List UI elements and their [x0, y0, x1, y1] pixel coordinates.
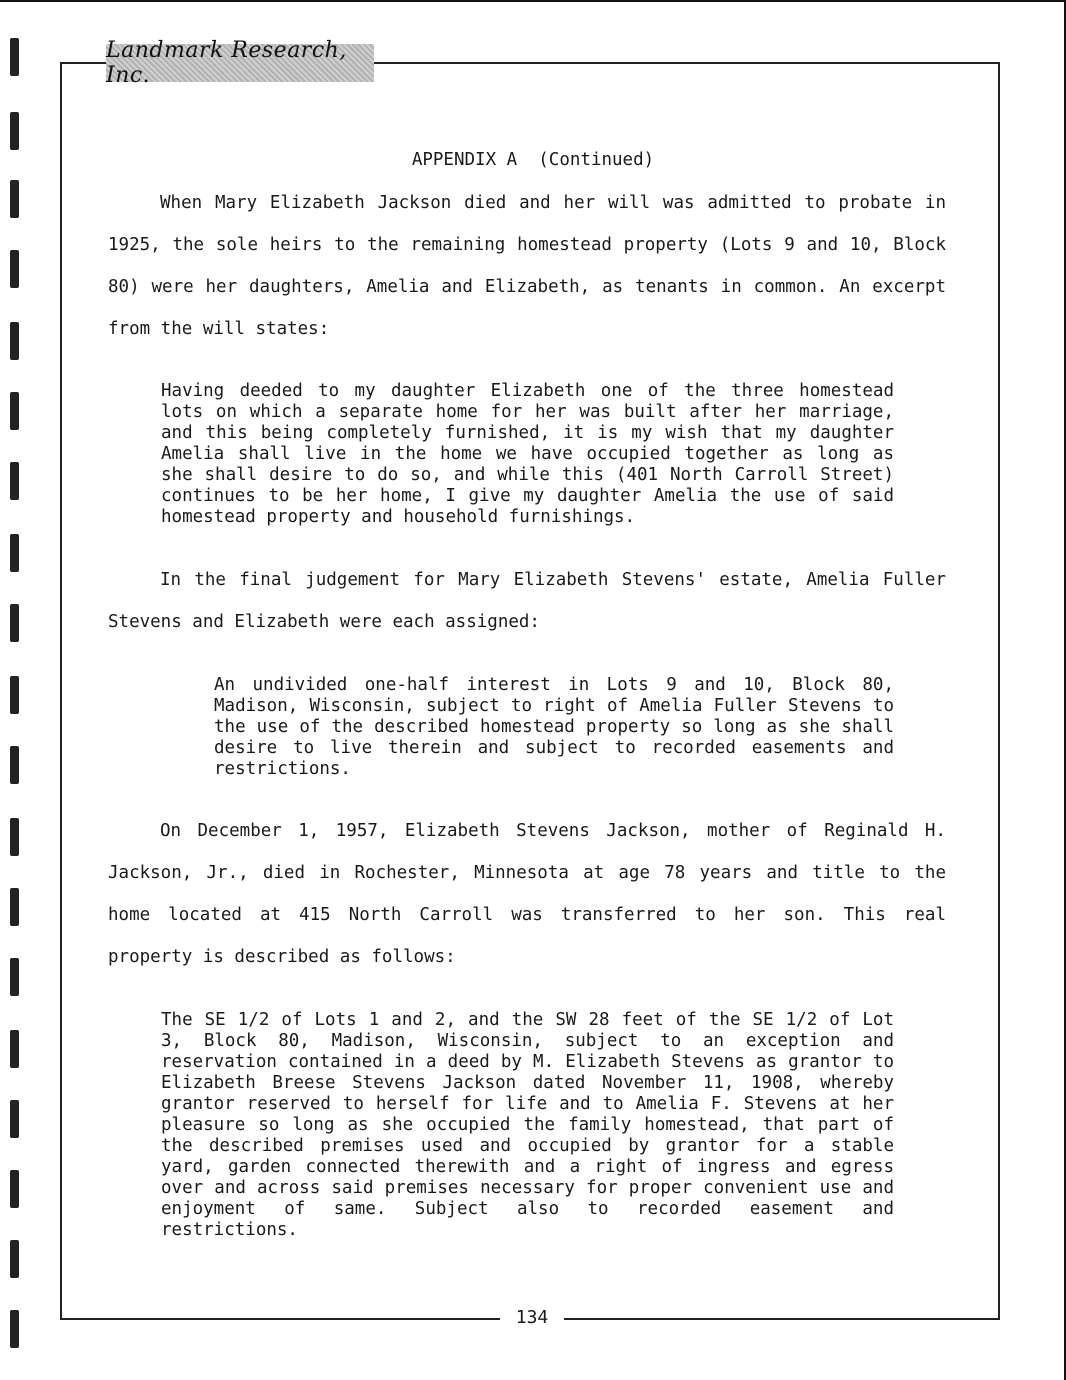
punch-hole — [10, 392, 19, 430]
paragraph-text: On December 1, 1957, Elizabeth Stevens Jackson, mother of Reginald H. Jackson, Jr., died in Rochester, Minnesota at age 78 years and title to the home located at 415 North Carroll was transferred to her son. This real property is described as follows: — [108, 821, 946, 967]
punch-hole — [10, 322, 19, 360]
punch-hole — [10, 1240, 19, 1278]
punch-hole — [10, 1310, 19, 1348]
paragraph-2 — [108, 559, 946, 643]
punch-hole — [10, 462, 19, 500]
page-number: 134 — [500, 1304, 564, 1330]
punch-hole — [10, 676, 19, 714]
paragraph-text: When Mary Elizabeth Jackson died and her will was admitted to probate in 1925, the sole heirs to the remaining homestead property (Lots 9 and 10, Block 80) were her daughters, Amelia and Elizabeth, as tenants in common. An excerpt from the will states: — [108, 193, 946, 339]
punch-hole — [10, 818, 19, 856]
punch-hole — [10, 1170, 19, 1208]
block-quote-3: The SE 1/2 of Lots 1 and 2, and the SW 28 feet of the SE 1/2 of Lot 3, Block 80, Madison, Wisconsin, subject to an exception and reservation contained in a deed by M. Elizabeth Stevens as grantor to Elizabeth Breese Stevens Jackson dated November 11, 1908, whereby grantor reserved to herself for life and to Amelia F. Stevens at her pleasure so long as she occupied the family homestead, that part of the described premises used and occupied by grantor for a stable yard, garden connected therewith and a right of ingress and egress over and across said premises necessary for proper convenient use and enjoyment of same. Subject also to recorded easement and restrictions. — [161, 1010, 894, 1240]
punch-hole — [10, 180, 19, 218]
paragraph-3 — [108, 810, 946, 978]
block-quote-1: Having deeded to my daughter Elizabeth one of the three homestead lots on which a separate home for her was built after her marriage, and this being completely furnished, it is my wish that my daughter Amelia shall live in the home we have occupied together as long as she shall desire to do so, and while this (401 North Carroll Street) continues to be her home, I give my daughter Amelia the use of said homestead property and household furnishings. — [161, 381, 894, 527]
punch-hole — [10, 958, 19, 996]
page-top-edge — [0, 0, 1066, 2]
punch-hole — [10, 1030, 19, 1068]
punch-hole — [10, 250, 19, 288]
punch-hole — [10, 1100, 19, 1138]
punch-hole — [10, 746, 19, 784]
punch-hole — [10, 38, 19, 76]
punch-hole — [10, 534, 19, 572]
punch-hole — [10, 604, 19, 642]
punch-hole — [10, 888, 19, 926]
logo-text: Landmark Research, Inc. — [106, 38, 347, 88]
punch-hole — [10, 112, 19, 150]
company-logo — [106, 38, 374, 88]
paragraph-1 — [108, 182, 946, 350]
block-quote-2: An undivided one-half interest in Lots 9 and 10, Block 80, Madison, Wisconsin, subject to right of Amelia Fuller Stevens to the use of the described homestead property so long as she shall desire to live therein and subject to recorded easements and restrictions. — [214, 675, 894, 779]
page-heading: APPENDIX A (Continued) — [411, 150, 655, 170]
paragraph-text: In the final judgement for Mary Elizabeth Stevens' estate, Amelia Fuller Stevens and Elizabeth were each assigned: — [108, 570, 946, 632]
